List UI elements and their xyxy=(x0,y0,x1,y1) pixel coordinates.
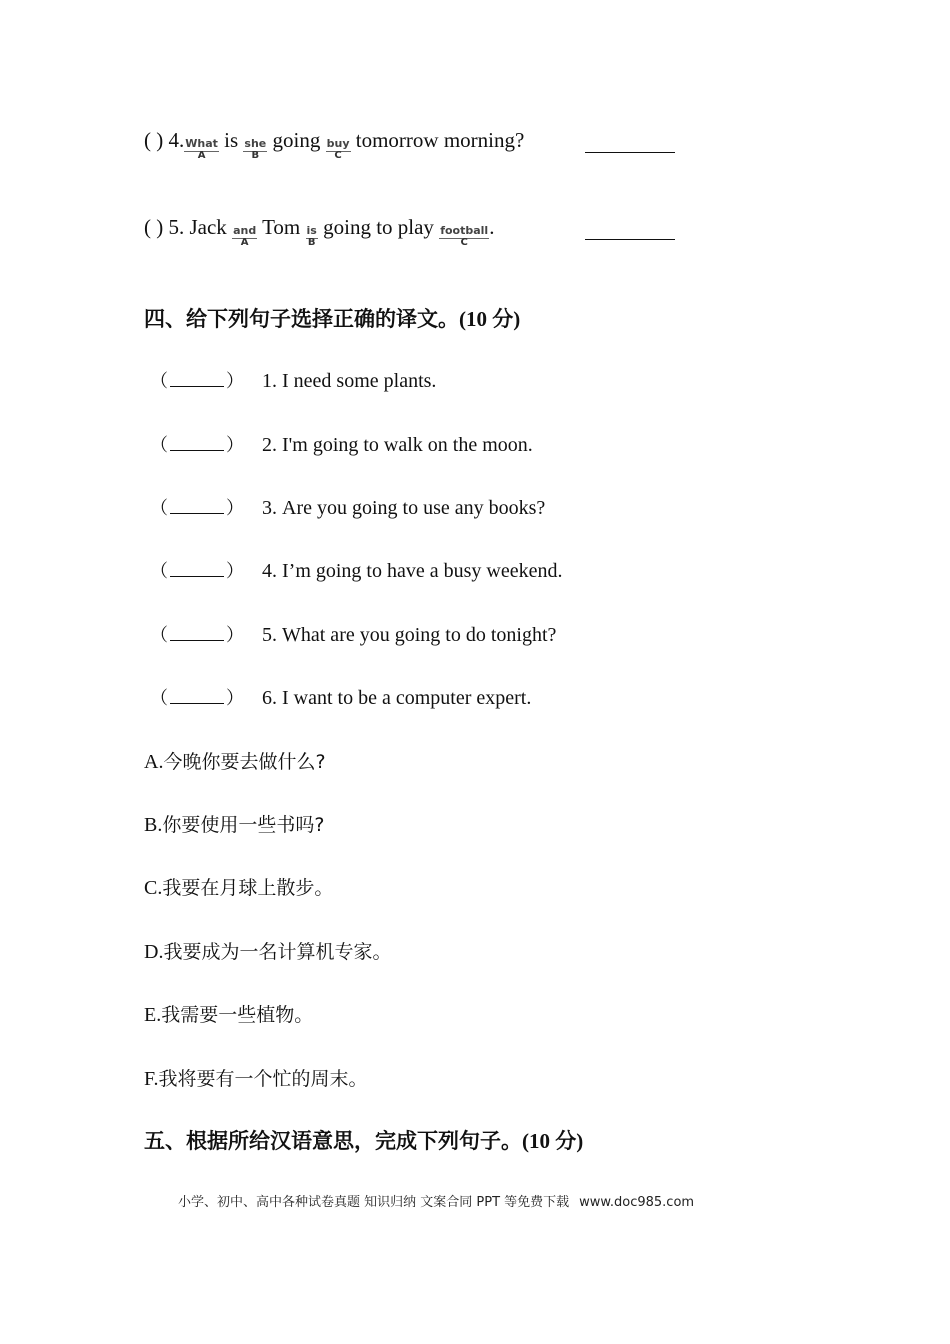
option-letter: E. xyxy=(144,1004,162,1026)
q4-text: going xyxy=(267,128,326,152)
section-5-heading xyxy=(144,1125,583,1155)
underlined-word: buy xyxy=(326,137,350,150)
footer-text: 小学、初中、高中各种试卷真题 知识归纳 文案合同 PPT 等免费下载 xyxy=(178,1195,570,1210)
option-text: 今晚你要去做什么? xyxy=(163,751,326,773)
paren-open: （ xyxy=(150,561,168,582)
q5-underlined-option xyxy=(306,215,318,248)
section-4-title: 四、给下列句子选择正确的译文。 xyxy=(144,307,459,331)
option-text: 我要在月球上散步。 xyxy=(162,877,334,899)
answer-option xyxy=(144,810,324,837)
q4-underlined-option xyxy=(184,128,219,161)
answer-blank-4[interactable] xyxy=(585,134,675,153)
underlined-word: she xyxy=(244,137,267,150)
option-letter: A. xyxy=(144,751,164,773)
answer-blank[interactable] xyxy=(170,495,224,514)
option-letter: A xyxy=(240,237,249,248)
answer-option xyxy=(144,937,391,964)
q5-underlined-option xyxy=(439,215,489,248)
answer-option xyxy=(144,747,326,774)
footer-url[interactable]: www.doc985.com xyxy=(579,1195,695,1210)
q4-underlined-option xyxy=(326,128,351,161)
question-text: 1. I need some plants. xyxy=(262,370,437,392)
option-letter: C xyxy=(334,150,342,161)
option-text: 你要使用一些书吗? xyxy=(162,814,325,836)
q5-text: . xyxy=(489,215,495,239)
q4-text: is xyxy=(218,128,244,152)
section-5-title: 五、根据所给汉语意思，完成下列句子。 xyxy=(144,1129,522,1153)
page-footer xyxy=(178,1191,694,1210)
question-text: 2. I'm going to walk on the moon. xyxy=(262,434,533,456)
option-letter: B xyxy=(251,150,260,161)
answer-option xyxy=(144,1000,313,1027)
option-letter: D. xyxy=(144,941,164,963)
translation-question xyxy=(150,684,531,710)
q5-prefix: ( ) 5. Jack xyxy=(144,215,227,239)
option-text: 我需要一些植物。 xyxy=(161,1004,314,1026)
answer-blank[interactable] xyxy=(170,558,224,577)
option-letter: C xyxy=(460,237,468,248)
q4-text: tomorrow morning? xyxy=(350,128,525,152)
answer-blank[interactable] xyxy=(170,432,224,451)
error-question-4 xyxy=(144,128,525,161)
translation-question xyxy=(150,494,545,520)
section-5-score: (10 分) xyxy=(522,1129,584,1153)
paren-open: （ xyxy=(150,625,168,646)
translation-question xyxy=(150,431,533,457)
option-text: 我将要有一个忙的周末。 xyxy=(158,1068,368,1090)
option-letter: B. xyxy=(144,814,163,836)
question-text: 5. What are you going to do tonight? xyxy=(262,624,557,646)
paren-close: ） xyxy=(226,688,244,709)
paren-close: ） xyxy=(226,561,244,582)
underlined-word: and xyxy=(233,224,257,237)
paren-open: （ xyxy=(150,688,168,709)
q5-text: Tom xyxy=(257,215,306,239)
q4-prefix: ( ) 4. xyxy=(144,128,185,152)
answer-blank[interactable] xyxy=(170,685,224,704)
q4-underlined-option xyxy=(243,128,267,161)
q5-underlined-option xyxy=(232,215,257,248)
paren-open: （ xyxy=(150,371,168,392)
option-letter: C. xyxy=(144,877,163,899)
section-4-score: (10 分) xyxy=(459,307,521,331)
underlined-word: What xyxy=(185,137,218,150)
question-text: 3. Are you going to use any books? xyxy=(262,497,546,519)
option-text: 我要成为一名计算机专家。 xyxy=(163,941,392,963)
paren-close: ） xyxy=(226,498,244,519)
answer-blank[interactable] xyxy=(170,368,224,387)
answer-option xyxy=(144,1064,368,1091)
answer-blank[interactable] xyxy=(170,622,224,641)
option-letter: F. xyxy=(144,1068,159,1090)
paren-close: ） xyxy=(226,435,244,456)
option-letter: B xyxy=(307,237,316,248)
section-4-heading xyxy=(144,303,520,333)
underlined-word: football xyxy=(440,224,489,237)
error-question-5 xyxy=(144,215,495,248)
translation-question xyxy=(150,557,562,583)
q5-text: going to play xyxy=(317,215,440,239)
translation-question xyxy=(150,367,436,393)
underlined-word: is xyxy=(306,224,317,237)
paren-open: （ xyxy=(150,498,168,519)
answer-blank-5[interactable] xyxy=(585,221,675,240)
option-letter: A xyxy=(197,150,206,161)
translation-question xyxy=(150,621,556,647)
question-text: 6. I want to be a computer expert. xyxy=(262,687,532,709)
paren-close: ） xyxy=(226,371,244,392)
paren-close: ） xyxy=(226,625,244,646)
answer-option xyxy=(144,873,333,900)
paren-open: （ xyxy=(150,435,168,456)
question-text: 4. I’m going to have a busy weekend. xyxy=(262,560,563,582)
